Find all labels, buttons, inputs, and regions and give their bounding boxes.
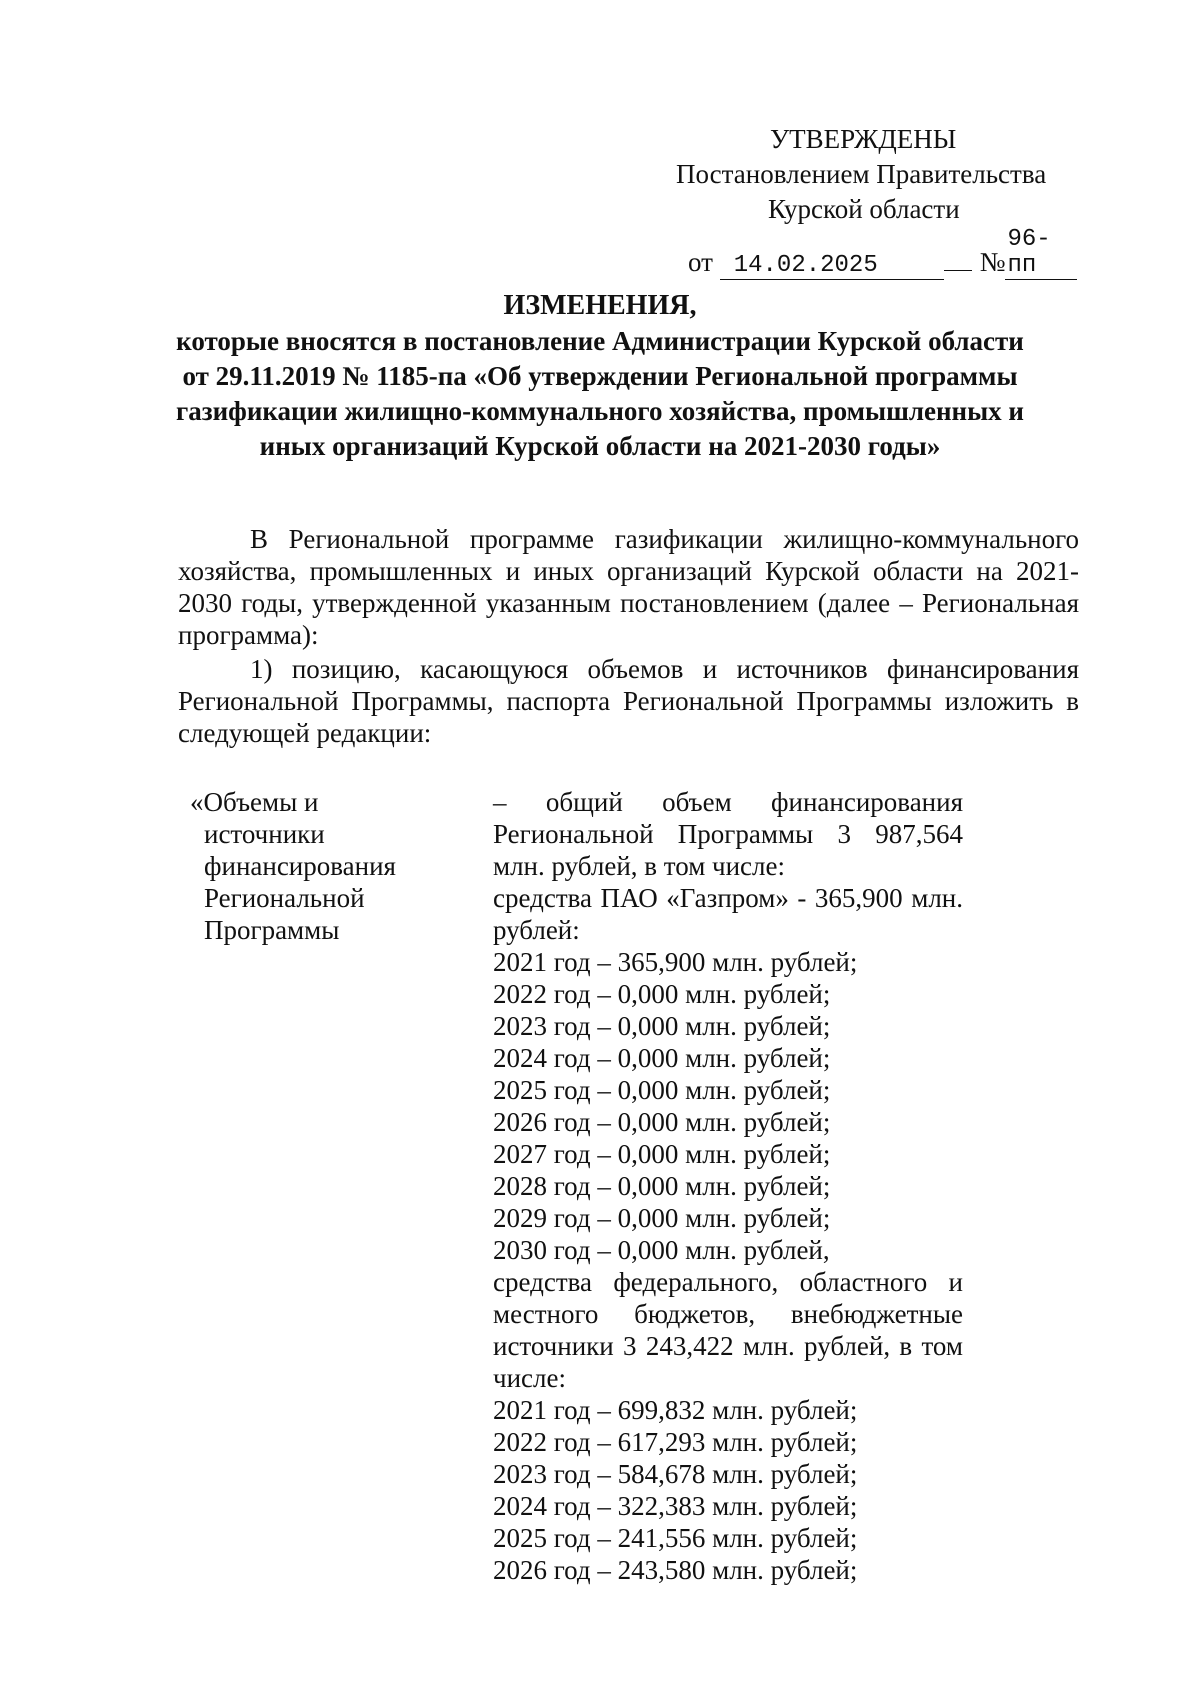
passport-label-line: Региональной xyxy=(204,883,365,913)
budget-year-line: 2021 год – 699,832 млн. рублей; xyxy=(493,1395,858,1425)
gazprom-year-line: 2023 год – 0,000 млн. рублей; xyxy=(493,1011,831,1041)
gazprom-year-line: 2022 год – 0,000 млн. рублей; xyxy=(493,979,831,1009)
budget-year-line: 2026 год – 243,580 млн. рублей; xyxy=(493,1555,858,1585)
number-prefix: № xyxy=(979,247,1006,277)
passport-position-content xyxy=(493,786,963,1586)
approval-date-line xyxy=(660,227,1080,280)
budget-financing-text: средства федерального, областного и местного бюджетов, внебюджетные источники 3 243,422 млн. рублей, в том числе: xyxy=(493,1267,963,1393)
date-prefix: от xyxy=(688,247,713,277)
gazprom-year-line: 2027 год – 0,000 млн. рублей; xyxy=(493,1139,831,1169)
budget-year-line: 2024 год – 322,383 млн. рублей; xyxy=(493,1491,858,1521)
total-financing-text: – общий объем финансирования Региональной Программы 3 987,564 млн. рублей, в том числе: xyxy=(493,787,963,881)
gazprom-year-line: 2024 год – 0,000 млн. рублей; xyxy=(493,1043,831,1073)
approval-issuer: Постановлением Правительства xyxy=(676,159,1047,189)
gazprom-financing-text: средства ПАО «Газпром» - 365,900 млн. рублей: xyxy=(493,883,963,945)
passport-label-line: финансирования xyxy=(204,851,396,881)
approval-title: УТВЕРЖДЕНЫ xyxy=(770,124,957,154)
passport-position-label xyxy=(190,786,430,946)
heading-line: иных организаций Курской области на 2021-2030 годы» xyxy=(259,431,941,461)
date-underline-tail xyxy=(944,270,972,271)
heading-title: ИЗМЕНЕНИЯ, xyxy=(503,290,697,321)
gazprom-year-line: 2021 год – 365,900 млн. рублей; xyxy=(493,947,858,977)
passport-label-line: Программы xyxy=(204,915,340,945)
heading-line: которые вносятся в постановление Администрации Курской области xyxy=(176,326,1024,356)
approval-stamp-block xyxy=(660,122,1080,280)
passport-label-line: источники xyxy=(204,819,325,849)
heading-line: газификации жилищно-коммунального хозяйства, промышленных и xyxy=(175,396,1024,426)
document-heading xyxy=(150,288,1050,464)
gazprom-year-line: 2029 год – 0,000 млн. рублей; xyxy=(493,1203,831,1233)
approval-number: 96-пп xyxy=(1005,227,1077,280)
body-paragraph-intro: В Региональной программе газификации жилищно-коммунального хозяйства, промышленных и иных организаций Курской области на 2021-2030 годы, утвержденной указанным постановлением (далее – Региональная программа): xyxy=(178,524,1079,650)
gazprom-year-line: 2026 год – 0,000 млн. рублей; xyxy=(493,1107,831,1137)
gazprom-year-line: 2025 год – 0,000 млн. рублей; xyxy=(493,1075,831,1105)
budget-year-line: 2025 год – 241,556 млн. рублей; xyxy=(493,1523,858,1553)
gazprom-year-line: 2030 год – 0,000 млн. рублей, xyxy=(493,1235,830,1265)
passport-label-line: «Объемы и xyxy=(190,787,319,817)
approval-region: Курской области xyxy=(768,194,960,224)
heading-line: от 29.11.2019 № 1185-па «Об утверждении Региональной программы xyxy=(182,361,1018,391)
approval-date: 14.02.2025 xyxy=(720,253,944,280)
budget-year-line: 2022 год – 617,293 млн. рублей; xyxy=(493,1427,858,1457)
body-paragraph-item-1: 1) позицию, касающуюся объемов и источников финансирования Региональной Программы, паспорта Региональной Программы изложить в следующей редакции: xyxy=(178,654,1079,748)
gazprom-year-line: 2028 год – 0,000 млн. рублей; xyxy=(493,1171,831,1201)
budget-year-line: 2023 год – 584,678 млн. рублей; xyxy=(493,1459,858,1489)
document-body xyxy=(178,523,1079,749)
